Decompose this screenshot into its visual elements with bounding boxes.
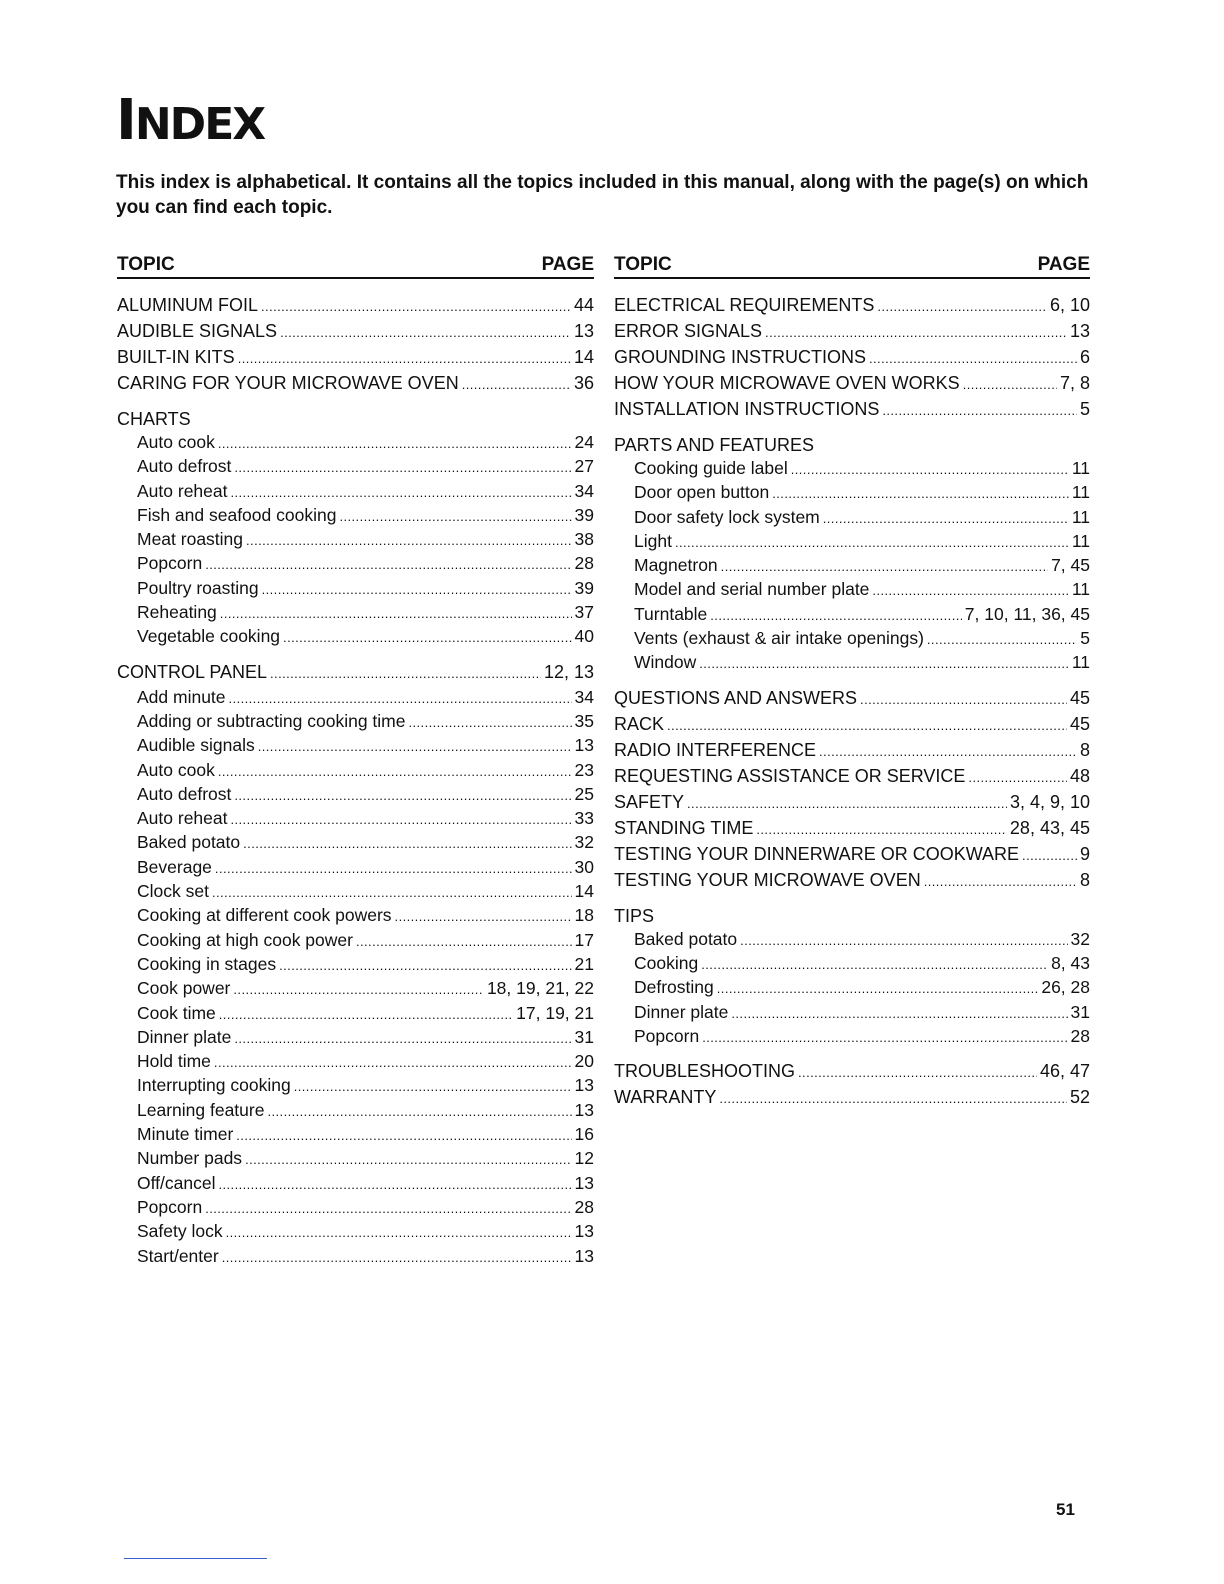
leader-dots (860, 686, 1067, 712)
entry-label: CARING FOR YOUR MICROWAVE OVEN (117, 373, 459, 393)
entry-label: Safety lock (137, 1221, 223, 1242)
entry-label: Auto cook (137, 432, 215, 452)
leader-dots (462, 371, 571, 397)
entry-pages: 45 (1069, 713, 1090, 734)
entry-label: Auto cook (137, 759, 215, 780)
index-entry (117, 759, 594, 783)
entry-pages: 8 (1079, 739, 1090, 760)
entry-pages: 7, 10, 11, 36, 45 (964, 603, 1090, 624)
index-entry (614, 790, 1090, 816)
entry-pages: 34 (574, 686, 594, 707)
index-entry (117, 1026, 594, 1050)
page-number: 51 (1056, 1500, 1075, 1519)
leader-dots (356, 929, 572, 953)
entry-pages: 25 (574, 783, 594, 804)
index-entry (117, 953, 594, 977)
entry-pages: 13 (1069, 321, 1090, 341)
entry-label: REQUESTING ASSISTANCE OR SERVICE (614, 765, 966, 786)
index-entry (117, 1050, 594, 1074)
leader-dots (270, 660, 541, 686)
index-entry (614, 651, 1090, 675)
leader-dots (205, 1196, 571, 1220)
entry-pages: 28 (1070, 1025, 1090, 1046)
entry-pages: 5 (1080, 628, 1090, 649)
entry-label: Dinner plate (634, 1001, 729, 1022)
index-entry (117, 577, 594, 601)
entry-pages: 44 (573, 295, 594, 315)
page-header: PAGE (541, 254, 594, 275)
leader-dots (234, 783, 571, 807)
entry-pages: 11 (1071, 482, 1090, 503)
index-entry (614, 976, 1090, 1000)
entry-pages: 13 (574, 1172, 594, 1193)
leader-dots (205, 552, 571, 576)
entry-pages: 21 (574, 953, 594, 974)
entry-label: Cooking in stages (137, 953, 277, 974)
leader-dots (214, 1050, 572, 1074)
leader-dots (963, 371, 1057, 397)
leader-dots (230, 480, 571, 504)
column-header (614, 248, 1090, 279)
entry-label: Cook power (137, 978, 231, 999)
entry-pages: 18 (574, 905, 594, 926)
index-entry (614, 686, 1090, 712)
entry-label: Popcorn (137, 553, 203, 574)
leader-dots (245, 1147, 571, 1171)
index-entry (614, 738, 1090, 764)
leader-dots (717, 976, 1039, 1000)
category-items (117, 431, 594, 650)
index-entry (117, 1074, 594, 1098)
entry-pages: 28 (574, 1196, 594, 1217)
index-entry (614, 1059, 1090, 1085)
category-items (117, 686, 594, 1269)
leader-dots (267, 1099, 571, 1123)
index-entry (117, 455, 594, 479)
footer-rule (124, 1558, 267, 1559)
index-entry (117, 710, 594, 734)
leader-dots (791, 457, 1069, 481)
entry-label: Adding or subtracting cooking time (137, 710, 406, 731)
entry-label: Defrosting (634, 977, 714, 998)
entry-label: ELECTRICAL REQUIREMENTS (614, 295, 875, 315)
index-entry (614, 1085, 1090, 1111)
entry-label: HOW YOUR MICROWAVE OVEN WORKS (614, 373, 960, 393)
entry-label: Minute timer (137, 1124, 234, 1145)
index-entry (117, 319, 594, 345)
index-entry (614, 764, 1090, 790)
index-entry (614, 1025, 1090, 1049)
leader-dots (675, 530, 1069, 554)
index-entry (117, 1172, 594, 1196)
entry-pages: 36 (573, 373, 594, 393)
entry-label: Beverage (137, 856, 212, 877)
category-label: TIPS (614, 905, 655, 926)
index-group-control-panel (117, 660, 594, 1269)
index-group (117, 293, 594, 397)
index-entry (614, 293, 1090, 319)
index-group-tips (614, 904, 1090, 1049)
leader-dots (236, 1123, 571, 1147)
entry-label: SAFETY (614, 791, 685, 812)
entry-label: Cooking at different cook powers (137, 905, 392, 926)
entry-pages: 52 (1069, 1087, 1090, 1108)
index-entry (117, 807, 594, 831)
entry-pages: 18, 19, 21, 22 (486, 978, 594, 999)
entry-pages: 35 (574, 710, 594, 731)
entry-label: Auto reheat (137, 808, 228, 829)
entry-label: Popcorn (137, 1196, 203, 1217)
index-entry (117, 552, 594, 576)
leader-dots (238, 345, 571, 371)
leader-dots (219, 1002, 513, 1026)
index-entry (614, 554, 1090, 578)
entry-pages: 8, 43 (1051, 952, 1090, 973)
leader-dots (699, 651, 1069, 675)
index-entry (614, 816, 1090, 842)
index-entry (614, 397, 1090, 423)
index-group-parts (614, 433, 1090, 676)
entry-pages: 45 (1069, 687, 1090, 708)
leader-dots (261, 293, 571, 319)
leader-dots (702, 1025, 1067, 1049)
leader-dots (279, 953, 571, 977)
entry-label: Reheating (137, 602, 217, 623)
index-entry (117, 1002, 594, 1026)
leader-dots (823, 506, 1069, 530)
entry-pages: 14 (573, 347, 594, 367)
index-entry (117, 601, 594, 625)
index-entry (117, 293, 594, 319)
index-entry (117, 660, 594, 686)
entry-label: STANDING TIME (614, 817, 754, 838)
leader-dots (294, 1074, 572, 1098)
entry-label: TESTING YOUR MICROWAVE OVEN (614, 869, 921, 890)
entry-pages: 40 (574, 626, 594, 647)
leader-dots (968, 764, 1067, 790)
entry-pages: 11 (1071, 530, 1090, 551)
entry-label: CONTROL PANEL (117, 661, 268, 682)
entry-pages: 7, 8 (1059, 373, 1090, 393)
leader-dots (212, 880, 572, 904)
leader-dots (246, 528, 572, 552)
entry-pages: 5 (1079, 399, 1090, 419)
entry-label: GROUNDING INSTRUCTIONS (614, 347, 866, 367)
entry-pages: 13 (574, 1099, 594, 1120)
entry-pages: 9 (1079, 843, 1090, 864)
leader-dots (280, 319, 571, 345)
index-entry (117, 528, 594, 552)
leader-dots (218, 1172, 571, 1196)
entry-label: BUILT-IN KITS (117, 347, 235, 367)
index-entry (614, 457, 1090, 481)
index-entry (117, 734, 594, 758)
entry-pages: 6 (1079, 347, 1090, 367)
entry-label: Window (634, 652, 697, 673)
entry-pages: 31 (574, 1026, 594, 1047)
entry-pages: 46, 47 (1039, 1061, 1090, 1082)
entry-pages: 31 (1070, 1001, 1090, 1022)
leader-dots (687, 790, 1007, 816)
entry-label: Auto defrost (137, 783, 232, 804)
leader-dots (731, 1001, 1067, 1025)
leader-dots (229, 686, 572, 710)
entry-label: Model and serial number plate (634, 579, 870, 600)
entry-pages: 13 (574, 1221, 594, 1242)
leader-dots (927, 627, 1077, 651)
entry-label: Vegetable cooking (137, 626, 281, 647)
entry-pages: 39 (574, 504, 594, 525)
leader-dots (701, 952, 1048, 976)
leader-dots (230, 807, 571, 831)
entry-label: Auto defrost (137, 456, 232, 477)
entry-label: Door open button (634, 482, 770, 503)
index-entry (117, 880, 594, 904)
entry-pages: 24 (574, 432, 594, 452)
entry-pages: 39 (574, 577, 594, 598)
index-entry (117, 431, 594, 455)
entry-label: AUDIBLE SIGNALS (117, 321, 278, 341)
entry-label: Meat roasting (137, 529, 244, 550)
leader-dots (218, 431, 572, 455)
column-header (117, 248, 594, 279)
title-rest: NDEX (134, 99, 265, 150)
index-entry (614, 345, 1090, 371)
leader-dots (740, 928, 1067, 952)
index-entry (117, 831, 594, 855)
entry-label: Start/enter (137, 1245, 219, 1266)
leader-dots (819, 738, 1077, 764)
entry-label: Light (634, 530, 672, 551)
entry-label: Magnetron (634, 555, 718, 576)
index-entry (614, 1001, 1090, 1025)
index-entry (614, 842, 1090, 868)
index-entry (117, 480, 594, 504)
entry-pages: 6, 10 (1049, 295, 1090, 315)
leader-dots (220, 601, 572, 625)
entry-label: Fish and seafood cooking (137, 504, 337, 525)
entry-pages: 11 (1071, 506, 1090, 527)
entry-label: Dinner plate (137, 1026, 232, 1047)
index-entry (117, 1099, 594, 1123)
entry-pages: 14 (574, 881, 594, 902)
entry-label: Add minute (137, 686, 226, 707)
entry-pages: 12, 13 (543, 661, 594, 682)
leader-dots (215, 856, 572, 880)
index-group-charts (117, 407, 594, 650)
entry-pages: 30 (574, 856, 594, 877)
index-entry (614, 627, 1090, 651)
index-column-right (614, 248, 1090, 1121)
index-entry (614, 578, 1090, 602)
index-entry (117, 1196, 594, 1220)
index-entry (614, 481, 1090, 505)
entry-label: Cooking (634, 952, 699, 973)
index-entry (614, 928, 1090, 952)
entry-label: Number pads (137, 1148, 243, 1169)
title-initial: I (116, 88, 135, 153)
entry-label: Interrupting cooking (137, 1075, 291, 1096)
entry-pages: 17 (574, 929, 594, 950)
leader-dots (721, 554, 1048, 578)
index-entry (117, 1123, 594, 1147)
leader-dots (798, 1059, 1037, 1085)
entry-label: Turntable (634, 603, 708, 624)
leader-dots (667, 712, 1067, 738)
page-header: PAGE (1037, 254, 1090, 275)
index-entry (117, 686, 594, 710)
index-entry (614, 530, 1090, 554)
index-entry (117, 625, 594, 649)
entry-label: Cook time (137, 1002, 216, 1023)
index-entry (117, 1220, 594, 1244)
leader-dots (1022, 842, 1077, 868)
entry-pages: 13 (573, 321, 594, 341)
entry-pages: 16 (574, 1124, 594, 1145)
entry-label: TESTING YOUR DINNERWARE OR COOKWARE (614, 843, 1020, 864)
entry-label: RADIO INTERFERENCE (614, 739, 817, 760)
entry-label: RACK (614, 713, 665, 734)
leader-dots (756, 816, 1007, 842)
entry-pages: 32 (1070, 928, 1090, 949)
index-group (614, 686, 1090, 894)
index-entry (117, 371, 594, 397)
entry-pages: 28 (574, 553, 594, 574)
page-title (116, 86, 264, 160)
topic-header: TOPIC (614, 254, 672, 275)
leader-dots (243, 831, 571, 855)
entry-pages: 34 (574, 480, 594, 501)
entry-pages: 27 (574, 456, 594, 477)
leader-dots (872, 578, 1068, 602)
category-items (614, 457, 1090, 676)
entry-label: Cooking guide label (634, 458, 788, 478)
index-entry (117, 504, 594, 528)
leader-dots (234, 1026, 571, 1050)
index-entry (614, 868, 1090, 894)
index-entry (117, 783, 594, 807)
entry-pages: 17, 19, 21 (516, 1002, 594, 1023)
index-entry (614, 603, 1090, 627)
entry-pages: 11 (1071, 458, 1090, 478)
entry-label: WARRANTY (614, 1087, 717, 1108)
leader-dots (765, 319, 1067, 345)
category-label: PARTS AND FEATURES (614, 435, 815, 455)
index-entry (117, 929, 594, 953)
entry-label: ERROR SIGNALS (614, 321, 763, 341)
intro-text: This index is alphabetical. It contains all the topics included in this manual, along with the page(s) on which you can find each topic. (116, 172, 1089, 218)
entry-label: Baked potato (137, 832, 241, 853)
leader-dots (882, 397, 1077, 423)
category-label: CHARTS (117, 409, 191, 429)
entry-pages: 13 (574, 1075, 594, 1096)
entry-pages: 37 (574, 602, 594, 623)
entry-label: Baked potato (634, 928, 738, 949)
entry-label: Auto reheat (137, 480, 228, 501)
index-column-left (117, 248, 594, 1279)
entry-label: Popcorn (634, 1025, 700, 1046)
index-group (614, 1059, 1090, 1111)
entry-label: Hold time (137, 1051, 211, 1072)
entry-pages: 11 (1071, 652, 1090, 673)
entry-pages: 3, 4, 9, 10 (1009, 791, 1090, 812)
entry-pages: 7, 45 (1051, 555, 1090, 576)
entry-pages: 13 (574, 1245, 594, 1266)
entry-label: Audible signals (137, 735, 255, 756)
entry-label: Off/cancel (137, 1172, 216, 1193)
entry-label: ALUMINUM FOIL (117, 295, 259, 315)
leader-dots (222, 1245, 572, 1269)
entry-pages: 11 (1071, 579, 1090, 600)
entry-pages: 28, 43, 45 (1009, 817, 1090, 838)
leader-dots (395, 904, 572, 928)
leader-dots (869, 345, 1077, 371)
leader-dots (258, 734, 572, 758)
leader-dots (218, 759, 572, 783)
index-entry (117, 1147, 594, 1171)
leader-dots (772, 481, 1069, 505)
entry-label: Cooking at high cook power (137, 929, 353, 950)
entry-label: TROUBLESHOOTING (614, 1061, 796, 1082)
index-entry (117, 345, 594, 371)
index-entry (117, 904, 594, 928)
entry-pages: 12 (574, 1148, 594, 1169)
entry-pages: 20 (574, 1051, 594, 1072)
leader-dots (233, 977, 484, 1001)
entry-pages: 38 (574, 529, 594, 550)
entry-pages: 8 (1079, 869, 1090, 890)
index-entry (117, 977, 594, 1001)
entry-label: INSTALLATION INSTRUCTIONS (614, 399, 880, 419)
entry-pages: 32 (574, 832, 594, 853)
index-entry (614, 952, 1090, 976)
index-entry (614, 506, 1090, 530)
entry-label: Learning feature (137, 1099, 265, 1120)
leader-dots (877, 293, 1047, 319)
leader-dots (283, 625, 571, 649)
entry-label: QUESTIONS AND ANSWERS (614, 687, 858, 708)
index-entry (117, 856, 594, 880)
leader-dots (339, 504, 571, 528)
leader-dots (234, 455, 571, 479)
entry-pages: 26, 28 (1041, 977, 1090, 998)
index-entry (614, 319, 1090, 345)
index-entry (614, 712, 1090, 738)
entry-label: Vents (exhaust & air intake openings) (634, 628, 924, 649)
entry-label: Door safety lock system (634, 506, 820, 527)
entry-pages: 48 (1069, 765, 1090, 786)
entry-pages: 23 (574, 759, 594, 780)
index-entry (614, 371, 1090, 397)
leader-dots (408, 710, 571, 734)
leader-dots (924, 868, 1077, 894)
topic-header: TOPIC (117, 254, 175, 275)
entry-label: Poultry roasting (137, 577, 259, 598)
leader-dots (226, 1220, 572, 1244)
entry-pages: 33 (574, 808, 594, 829)
leader-dots (710, 603, 962, 627)
leader-dots (719, 1085, 1067, 1111)
index-group (614, 293, 1090, 423)
entry-label: Clock set (137, 881, 209, 902)
category-items (614, 928, 1090, 1049)
leader-dots (262, 577, 572, 601)
index-entry (117, 1245, 594, 1269)
entry-pages: 13 (574, 735, 594, 756)
